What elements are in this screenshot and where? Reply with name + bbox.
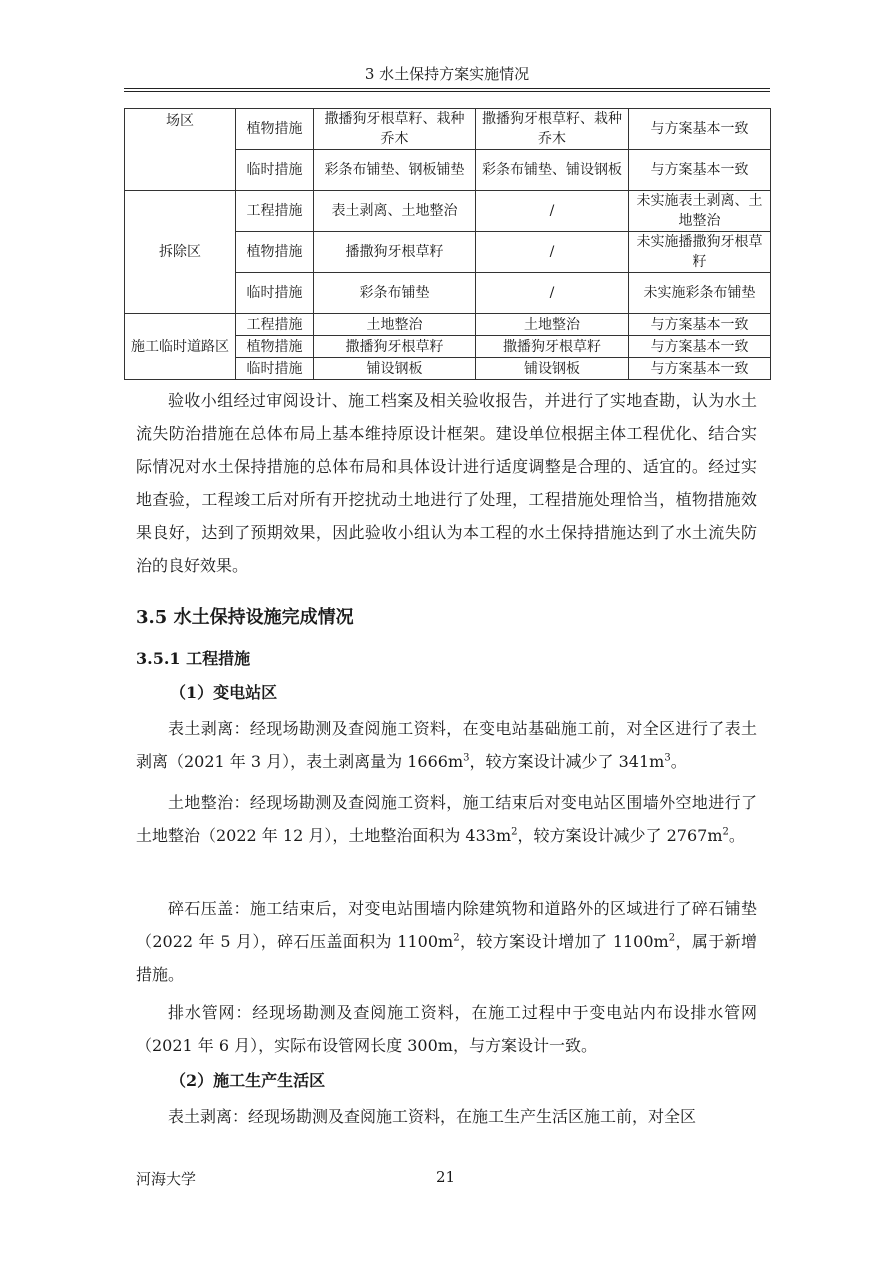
table-cell-plan: 表土剥离、土地整治 — [314, 191, 476, 232]
text-segment: ，较方案设计增加了 1100m — [459, 932, 669, 951]
table-cell-compare: 与方案基本一致 — [629, 109, 771, 150]
table-cell-compare: 与方案基本一致 — [629, 150, 771, 191]
text-segment: 。 — [728, 826, 745, 845]
table-row — [125, 314, 771, 336]
paragraph-land-consolidation — [136, 786, 757, 852]
table-cell-type: 临时措施 — [236, 358, 314, 380]
text-segment: ，较方案设计减少了 2767m — [517, 826, 723, 845]
page-header: 3 水土保持方案实施情况 — [364, 65, 530, 83]
table-cell-actual: 彩条布铺垫、铺设钢板 — [476, 150, 629, 191]
superscript: 2 — [722, 826, 729, 838]
table-cell-compare: 与方案基本一致 — [629, 314, 771, 336]
item-heading-substation: （1）变电站区 — [170, 683, 278, 702]
table-cell-actual: 土地整治 — [476, 314, 629, 336]
paragraph-topsoil-stripping — [136, 712, 757, 778]
table-cell-type: 工程措施 — [236, 314, 314, 336]
paragraph-topsoil-stripping-2: 表土剥离：经现场勘测及查阅施工资料，在施工生产生活区施工前，对全区 — [168, 1107, 697, 1126]
paragraph-gravel-cover — [136, 892, 757, 991]
table-cell-plan: 土地整治 — [314, 314, 476, 336]
table-cell-compare: 与方案基本一致 — [629, 336, 771, 358]
section-heading: 3.5 水土保持设施完成情况 — [136, 607, 354, 628]
table-cell-area: 拆除区 — [125, 191, 236, 314]
table-cell-actual: 铺设钢板 — [476, 358, 629, 380]
subsection-heading: 3.5.1 工程措施 — [136, 649, 251, 668]
page-number: 21 — [436, 1168, 456, 1186]
paragraph-acceptance-conclusion: 验收小组经过审阅设计、施工档案及相关验收报告，并进行了实地查勘，认为水土流失防治措施在总体布局上基本维持原设计框架。建设单位根据主体工程优化、结合实际情况对水土保持措施的总体布局和具体设计进行适度调整是合理的、适宜的。经过实地查验，工程竣工后对所有开挖扰动土地进行了处理，工程措施处理恰当，植物措施效果良好，达到了预期效果，因此验收小组认为本工程的水土保持措施达到了水土流失防治的良好效果。 — [136, 391, 757, 575]
table-cell-plan: 播撒狗牙根草籽 — [314, 232, 476, 273]
table-cell-actual: / — [476, 232, 629, 273]
table-cell-plan: 彩条布铺垫 — [314, 273, 476, 314]
footer-organization: 河海大学 — [136, 1170, 197, 1188]
table-cell-type: 临时措施 — [236, 150, 314, 191]
table-row — [125, 191, 771, 232]
superscript: 3 — [664, 752, 671, 764]
table-cell-compare: 未实施播撒狗牙根草籽 — [629, 232, 771, 273]
text-segment: 。 — [670, 752, 687, 771]
table-cell-plan: 铺设钢板 — [314, 358, 476, 380]
superscript: 2 — [453, 932, 460, 944]
table-cell-type: 植物措施 — [236, 336, 314, 358]
superscript: 2 — [668, 932, 676, 944]
table-cell-area: 施工临时道路区 — [125, 314, 236, 380]
table-cell-plan: 彩条布铺垫、钢板铺垫 — [314, 150, 476, 191]
superscript: 2 — [511, 826, 518, 838]
paragraph-drainage-network: 排水管网：经现场勘测及查阅施工资料，在施工过程中于变电站内布设排水管网（2021 年 6 月），实际布设管网长度 300m，与方案设计一致。 — [136, 1003, 757, 1055]
header-rule — [124, 88, 770, 92]
table-cell-type: 植物措施 — [236, 232, 314, 273]
superscript: 3 — [463, 752, 470, 764]
table-cell-compare: 未实施表土剥离、土地整治 — [629, 191, 771, 232]
table-cell-compare: 与方案基本一致 — [629, 358, 771, 380]
table-cell-actual: 撒播狗牙根草籽、栽种乔木 — [476, 109, 629, 150]
table-cell-actual: 撒播狗牙根草籽 — [476, 336, 629, 358]
table-cell-actual: / — [476, 191, 629, 232]
table-cell-type: 植物措施 — [236, 109, 314, 150]
text-segment: 碎石压盖：施工结束后，对变电站围墙内除建筑物和道路外的区域进行了碎石铺垫（2022 年 5 月），碎石压盖面积为 1100m — [136, 899, 757, 951]
text-segment: ，较方案设计减少了 341m — [469, 752, 665, 771]
text-segment: 表土剥离：经现场勘测及查阅施工资料，在变电站基础施工前，对全区进行了表土剥离（2021 年 3 月），表土剥离量为 1666m — [136, 719, 757, 771]
table-cell-plan: 撒播狗牙根草籽 — [314, 336, 476, 358]
table-cell-type: 工程措施 — [236, 191, 314, 232]
table-row — [125, 109, 771, 150]
table-cell-area: 场区 — [125, 109, 236, 191]
measures-table — [124, 108, 771, 380]
text-segment: ，属于新增措施。 — [136, 932, 757, 984]
item-heading-construction-living-area: （2）施工生产生活区 — [170, 1071, 326, 1090]
table-cell-compare: 未实施彩条布铺垫 — [629, 273, 771, 314]
table-cell-actual: / — [476, 273, 629, 314]
table-cell-plan: 撒播狗牙根草籽、栽种乔木 — [314, 109, 476, 150]
text-segment: 土地整治：经现场勘测及查阅施工资料，施工结束后对变电站区围墙外空地进行了土地整治（2022 年 12 月），土地整治面积为 433m — [136, 793, 757, 845]
table-cell-type: 临时措施 — [236, 273, 314, 314]
